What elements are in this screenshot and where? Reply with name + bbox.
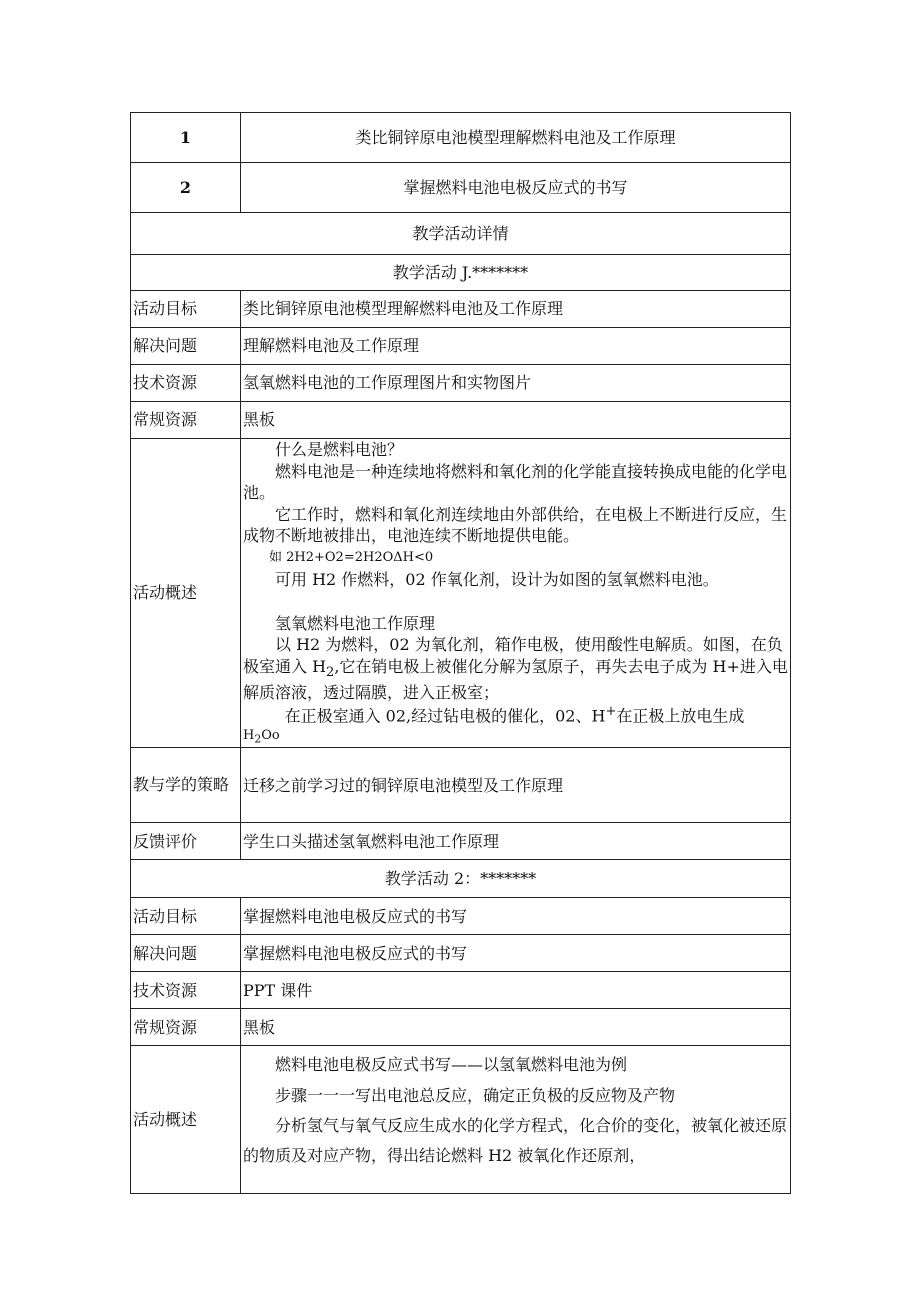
activity2-title-row: [131, 860, 791, 898]
details-title-row: [131, 213, 791, 255]
row-label: 技术资源: [131, 972, 241, 1009]
activity2-overview-row: [131, 1046, 791, 1194]
row-label: 活动目标: [131, 898, 241, 935]
row-label: 解决问题: [131, 328, 241, 365]
row-label: 常规资源: [131, 1009, 241, 1046]
superscript: +: [605, 704, 617, 720]
row-label: 技术资源: [131, 365, 241, 402]
text-span: 在正极室通入 02,经过钻电极的催化，02、H: [284, 706, 606, 726]
row-label: 反馈评价: [131, 823, 241, 860]
overview-paragraph: 什么是燃料电池？: [275, 440, 404, 459]
overview-paragraph: 氢氧燃料电池工作原理: [275, 613, 436, 633]
row-value: 学生口头描述氢氧燃料电池工作原理: [241, 823, 791, 860]
text-span: Oo: [261, 728, 280, 744]
activity1-title-row: [131, 255, 791, 291]
objective-number: 2: [131, 163, 241, 213]
text-span: ,它在销电极上被催化分解为氢原子，再失去电子成为 H+进入电解质溶液，透过隔膜，进入正极室；: [243, 656, 788, 702]
overview-paragraph: [243, 634, 788, 703]
objective-text: 掌握燃料电池电极反应式的书写: [241, 163, 791, 213]
activity1-overview-row: [131, 439, 791, 748]
row-label: 活动目标: [131, 291, 241, 328]
row-value: 掌握燃料电池电极反应式的书写: [241, 898, 791, 935]
overview-paragraph: [243, 703, 788, 727]
overview-paragraph: 它工作时，燃料和氧化剂连续地由外部供给，在电极上不断进行反应，生成物不断地被排出，电池连续不断地提供电能。: [243, 504, 788, 546]
row-label: 解决问题: [131, 935, 241, 972]
row-label: 活动概述: [131, 1046, 241, 1194]
blank-line: [243, 591, 788, 613]
overview-paragraph: [243, 727, 788, 747]
row-value: 黑板: [241, 1009, 791, 1046]
row-value: 迁移之前学习过的铜锌原电池模型及工作原理: [241, 748, 791, 823]
row-value: PPT 课件: [241, 972, 791, 1009]
activity1-regular-row: [131, 402, 791, 439]
overview-paragraph: 步骤一一一写出电池总反应，确定正负极的反应物及产物: [275, 1085, 676, 1105]
overview-paragraph: 分析氢气与氧气反应生成水的化学方程式，化合价的变化，被氧化被还原的物质及对应产物，得出结论燃料 H2 被氧化作还原剂，: [243, 1116, 788, 1166]
lesson-table: [130, 112, 791, 1194]
activity2-problem-row: [131, 935, 791, 972]
activity2-tech-row: [131, 972, 791, 1009]
row-label: 教与学的策略: [131, 748, 241, 823]
objective-row: [131, 113, 791, 163]
activity1-title: 教学活动 J.*******: [131, 255, 791, 291]
row-label: 常规资源: [131, 402, 241, 439]
overview-content: [241, 1046, 791, 1194]
row-value: 类比铜锌原电池模型理解燃料电池及工作原理: [241, 291, 791, 328]
activity2-goal-row: [131, 898, 791, 935]
overview-paragraph: 燃料电池电极反应式书写——以氢氧燃料电池为例: [275, 1055, 628, 1075]
activity2-regular-row: [131, 1009, 791, 1046]
subscript: 2: [326, 665, 335, 681]
overview-content: [241, 439, 791, 748]
row-label: 活动概述: [131, 439, 241, 748]
overview-paragraph: 燃料电池是一种连续地将燃料和氧化剂的化学能直接转换成电能的化学电池。: [243, 461, 788, 503]
activity2-title: 教学活动 2：*******: [131, 860, 791, 898]
activity1-goal-row: [131, 291, 791, 328]
activity1-tech-row: [131, 365, 791, 402]
activity1-strategy-row: [131, 748, 791, 823]
activity1-feedback-row: [131, 823, 791, 860]
overview-paragraph: 可用 H2 作燃料，02 作氧化剂，设计为如图的氢氧燃料电池。: [275, 570, 719, 590]
objective-number: 1: [131, 113, 241, 163]
objective-row: [131, 163, 791, 213]
overview-formula: 如 2H2+O2=2H2OΔH<0: [269, 549, 434, 565]
row-value: 黑板: [241, 402, 791, 439]
subscript: 2: [254, 732, 262, 746]
text-span: 在正极上放电生成: [616, 706, 745, 726]
text-span: H: [243, 728, 255, 744]
row-value: 氢氧燃料电池的工作原理图片和实物图片: [241, 365, 791, 402]
row-value: 理解燃料电池及工作原理: [241, 328, 791, 365]
details-title: 教学活动详情: [131, 213, 791, 255]
activity1-problem-row: [131, 328, 791, 365]
text-span: 以 H2 为燃料，02 为氧化剂，箱作电极，使用酸性电解质。如图，在负极室通入 H: [243, 635, 783, 676]
objective-text: 类比铜锌原电池模型理解燃料电池及工作原理: [241, 113, 791, 163]
row-value: 掌握燃料电池电极反应式的书写: [241, 935, 791, 972]
